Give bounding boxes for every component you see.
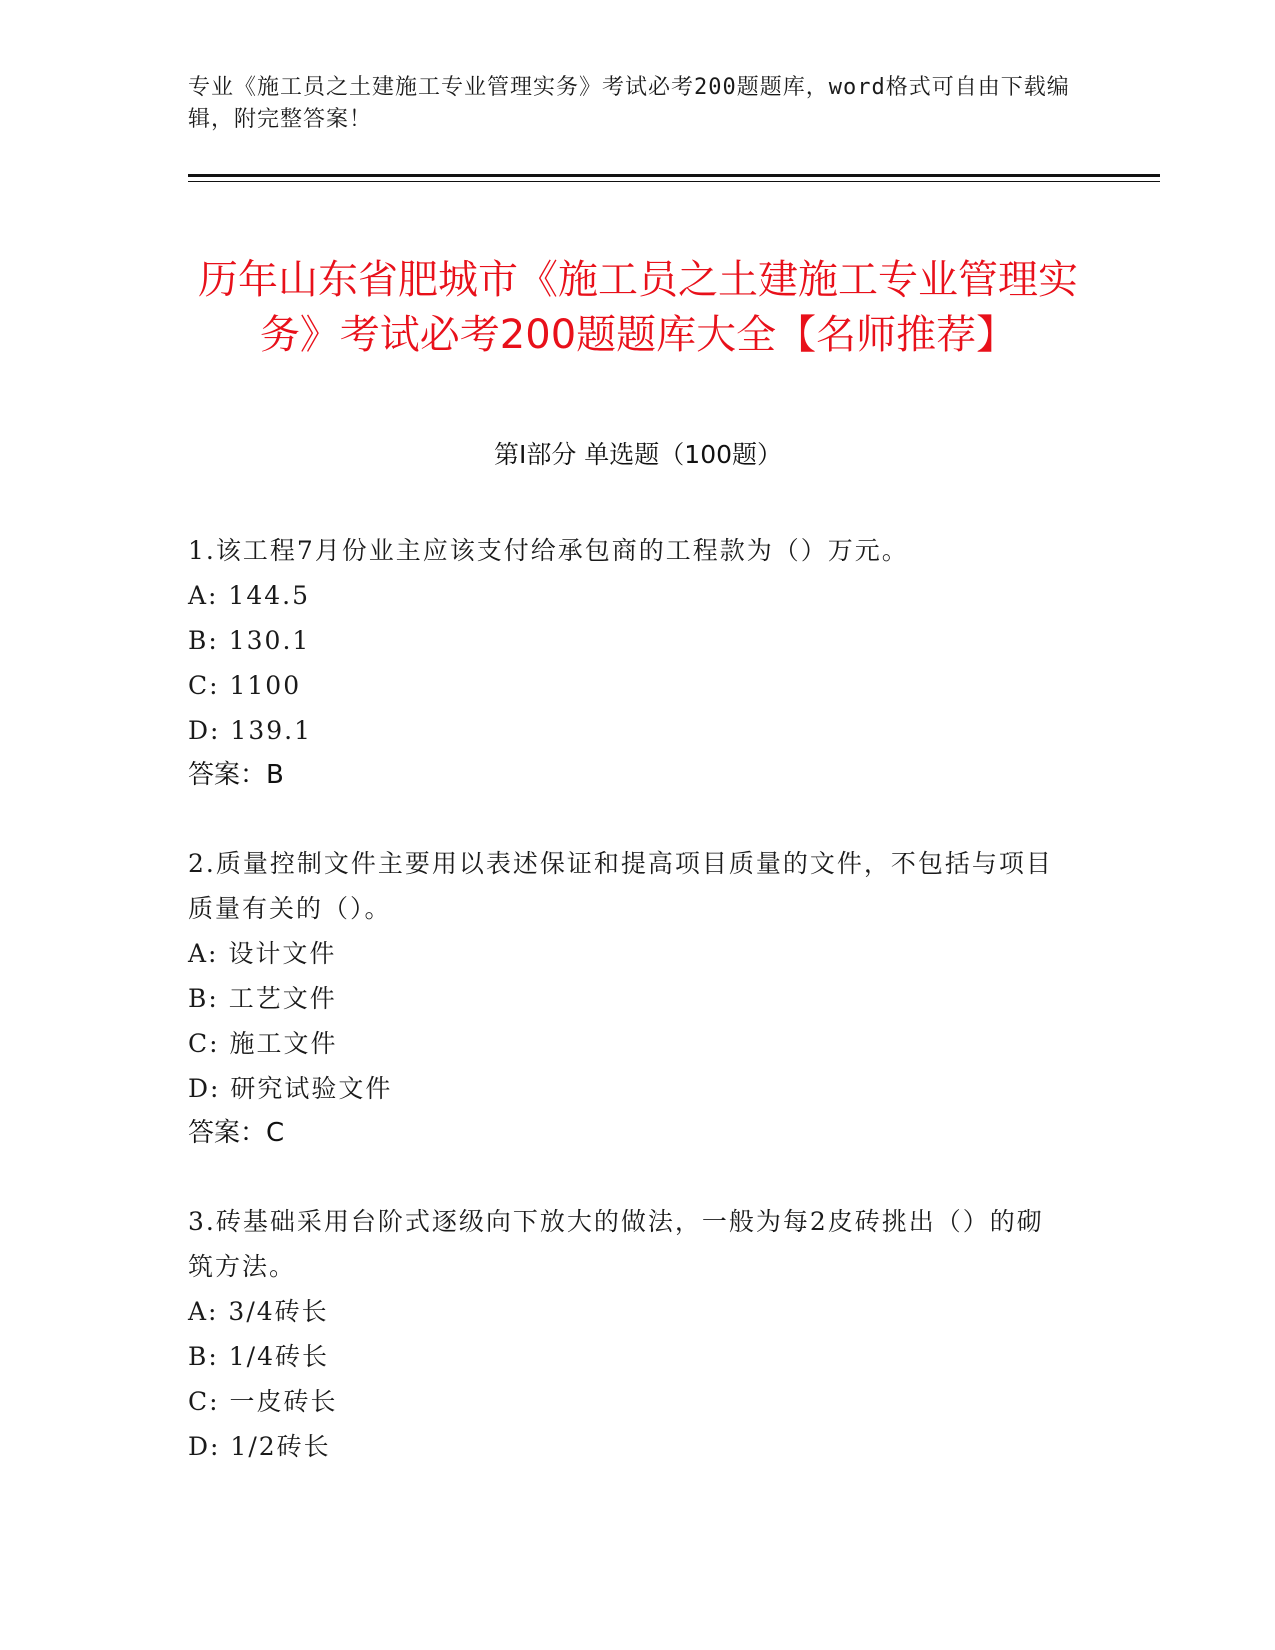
header-rule-thin xyxy=(188,181,1160,182)
option-d: D: 研究试验文件 xyxy=(188,1074,393,1103)
answer: 答案：C xyxy=(188,1118,285,1148)
header-rule-thick xyxy=(188,174,1160,177)
option-b: B: 1/4砖长 xyxy=(188,1342,329,1371)
option-c: C: 1100 xyxy=(188,671,302,700)
question-2 xyxy=(188,841,1068,1156)
question-list xyxy=(188,528,1068,1512)
option-d: D: 1/2砖长 xyxy=(188,1432,331,1461)
question-stem: 2.质量控制文件主要用以表述保证和提高项目质量的文件，不包括与项目质量有关的（）。 xyxy=(188,849,1053,923)
document-title: 历年山东省肥城市《施工员之土建施工专业管理实务》考试必考200题题库大全【名师推荐】 xyxy=(198,256,1078,358)
question-3 xyxy=(188,1199,1068,1469)
option-a: A: 144.5 xyxy=(188,581,310,610)
question-stem: 1.该工程7月份业主应该支付给承包商的工程款为（）万元。 xyxy=(188,536,909,565)
option-b: B: 工艺文件 xyxy=(188,984,337,1013)
option-d: D: 139.1 xyxy=(188,716,312,745)
question-stem: 3.砖基础采用台阶式逐级向下放大的做法，一般为每2皮砖挑出（）的砌筑方法。 xyxy=(188,1207,1044,1281)
section-title: 第Ⅰ部分 单选题（100题） xyxy=(493,440,783,469)
answer: 答案：B xyxy=(188,760,284,790)
option-a: A: 设计文件 xyxy=(188,939,337,968)
option-a: A: 3/4砖长 xyxy=(188,1297,329,1326)
header-note: 专业《施工员之土建施工专业管理实务》考试必考200题题库，word格式可自由下载编辑，附完整答案！ xyxy=(188,75,1070,132)
question-1 xyxy=(188,528,1068,798)
option-c: C: 施工文件 xyxy=(188,1029,338,1058)
option-b: B: 130.1 xyxy=(188,626,311,655)
option-c: C: 一皮砖长 xyxy=(188,1387,338,1416)
